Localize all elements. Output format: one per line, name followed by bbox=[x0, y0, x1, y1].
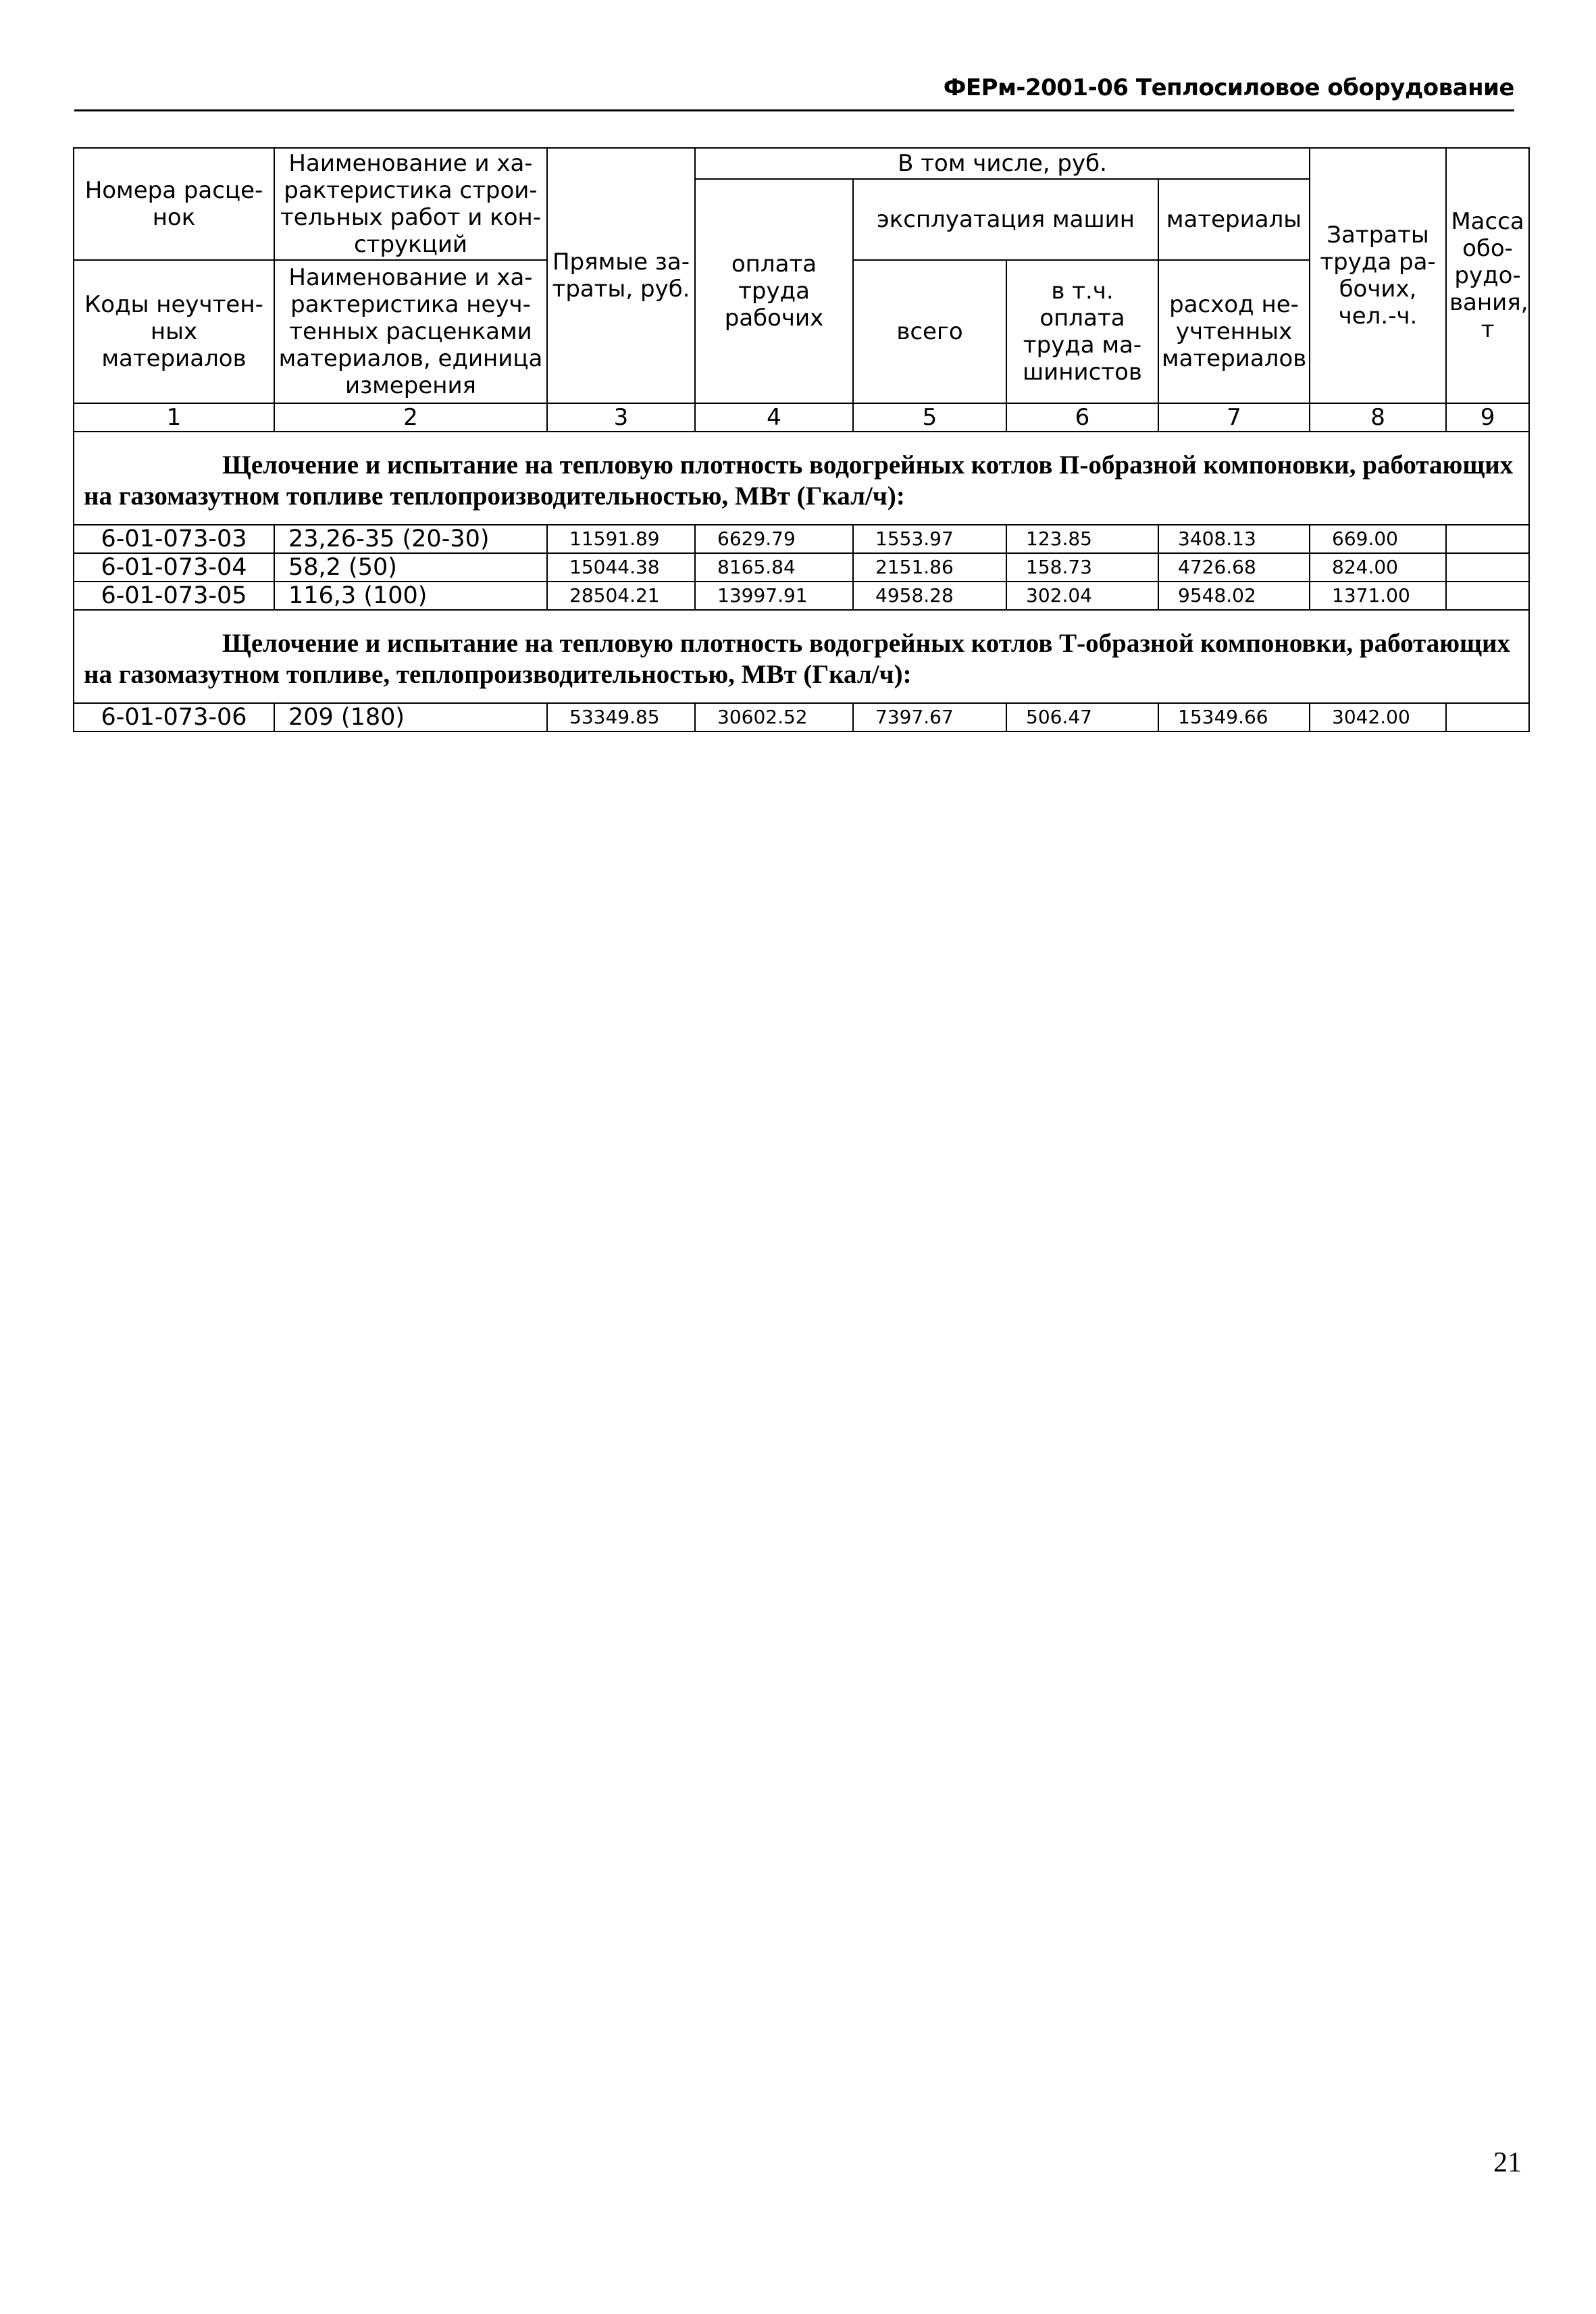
page-number: 21 bbox=[1493, 2147, 1522, 2178]
header-operator-wages: в т.ч. оплата труда ма-шинистов bbox=[1006, 260, 1158, 403]
rate-code: 6-01-073-03 bbox=[74, 525, 274, 553]
worker-wages: 8165.84 bbox=[695, 553, 853, 582]
header-machines-total: всего bbox=[853, 260, 1006, 403]
equipment-mass bbox=[1446, 553, 1529, 582]
column-number: 3 bbox=[547, 403, 695, 432]
column-number: 6 bbox=[1006, 403, 1158, 432]
rate-code: 6-01-073-04 bbox=[74, 553, 274, 582]
header-including: В том числе, руб. bbox=[695, 148, 1310, 179]
table-row bbox=[74, 525, 1529, 553]
equipment-mass bbox=[1446, 525, 1529, 553]
labor-hours: 1371.00 bbox=[1310, 582, 1446, 610]
table-row bbox=[74, 703, 1529, 731]
column-number: 8 bbox=[1310, 403, 1446, 432]
column-number: 2 bbox=[274, 403, 547, 432]
work-name: 58,2 (50) bbox=[274, 553, 547, 582]
header-worker-wages: оплата труда рабочих bbox=[695, 179, 853, 403]
machines-total: 1553.97 bbox=[853, 525, 1006, 553]
column-number: 4 bbox=[695, 403, 853, 432]
direct-costs: 11591.89 bbox=[547, 525, 695, 553]
work-name: 116,3 (100) bbox=[274, 582, 547, 610]
operator-wages: 123.85 bbox=[1006, 525, 1158, 553]
machines-total: 7397.67 bbox=[853, 703, 1006, 731]
work-name: 23,26-35 (20-30) bbox=[274, 525, 547, 553]
labor-hours: 3042.00 bbox=[1310, 703, 1446, 731]
direct-costs: 28504.21 bbox=[547, 582, 695, 610]
page-title: ФЕРм-2001-06 Теплосиловое оборудование bbox=[943, 74, 1514, 101]
equipment-mass bbox=[1446, 582, 1529, 610]
operator-wages: 158.73 bbox=[1006, 553, 1158, 582]
header-equipment-mass: Масса обо-рудо-вания, т bbox=[1446, 148, 1529, 403]
page-header bbox=[74, 73, 1514, 111]
labor-hours: 824.00 bbox=[1310, 553, 1446, 582]
table-row bbox=[74, 553, 1529, 582]
materials-cost: 9548.02 bbox=[1158, 582, 1310, 610]
worker-wages: 30602.52 bbox=[695, 703, 853, 731]
header-machine-operation: эксплуатация машин bbox=[853, 179, 1158, 260]
section-title: Щелочение и испытание на тепловую плотность водогрейных котлов П-образной компоновки, работающих на газомазутном топливе теплопроизводительностью, МВт (Гкал/ч): bbox=[74, 432, 1529, 525]
direct-costs: 15044.38 bbox=[547, 553, 695, 582]
header-unaccounted-materials: расход не-учтенных материалов bbox=[1158, 260, 1310, 403]
header-work-name: Наименование и ха-рактеристика строи-тельных работ и кон-струкций bbox=[274, 148, 547, 260]
column-number: 5 bbox=[853, 403, 1006, 432]
labor-hours: 669.00 bbox=[1310, 525, 1446, 553]
machines-total: 4958.28 bbox=[853, 582, 1006, 610]
section-heading-row bbox=[74, 432, 1529, 525]
rates-table bbox=[73, 147, 1530, 732]
equipment-mass bbox=[1446, 703, 1529, 731]
work-name: 209 (180) bbox=[274, 703, 547, 731]
header-materials: материалы bbox=[1158, 179, 1310, 260]
machines-total: 2151.86 bbox=[853, 553, 1006, 582]
column-number: 1 bbox=[74, 403, 274, 432]
materials-cost: 15349.66 bbox=[1158, 703, 1310, 731]
header-material-codes: Коды неучтен-ных материалов bbox=[74, 260, 274, 403]
worker-wages: 13997.91 bbox=[695, 582, 853, 610]
rate-code: 6-01-073-05 bbox=[74, 582, 274, 610]
rate-code: 6-01-073-06 bbox=[74, 703, 274, 731]
section-heading-row bbox=[74, 610, 1529, 703]
operator-wages: 302.04 bbox=[1006, 582, 1158, 610]
header-labor-hours: Затраты труда ра-бочих, чел.-ч. bbox=[1310, 148, 1446, 403]
header-direct-costs: Прямые за-траты, руб. bbox=[547, 148, 695, 403]
worker-wages: 6629.79 bbox=[695, 525, 853, 553]
header-rate-numbers: Номера расце-нок bbox=[74, 148, 274, 260]
header-material-names: Наименование и ха-рактеристика неуч-тенных расценками материалов, единица измерения bbox=[274, 260, 547, 403]
direct-costs: 53349.85 bbox=[547, 703, 695, 731]
section-title: Щелочение и испытание на тепловую плотность водогрейных котлов Т-образной компоновки, работающих на газомазутном топливе, теплопроизводительностью, МВт (Гкал/ч): bbox=[74, 610, 1529, 703]
materials-cost: 3408.13 bbox=[1158, 525, 1310, 553]
table-row bbox=[74, 582, 1529, 610]
materials-cost: 4726.68 bbox=[1158, 553, 1310, 582]
column-number: 7 bbox=[1158, 403, 1310, 432]
operator-wages: 506.47 bbox=[1006, 703, 1158, 731]
column-number-row bbox=[74, 403, 1529, 432]
column-number: 9 bbox=[1446, 403, 1529, 432]
